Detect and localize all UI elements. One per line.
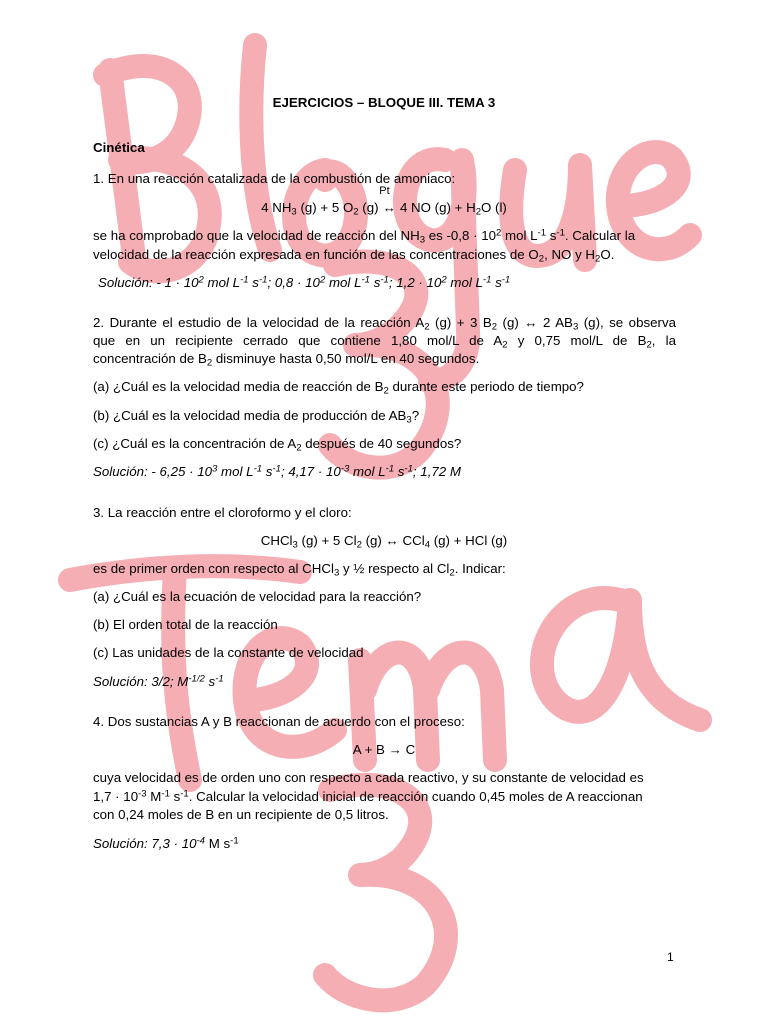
- exercise-2-question-a: (a) ¿Cuál es la velocidad media de reacción de $B_2$ durante este periodo de tiempo?: [93, 379, 584, 397]
- exercise-4-solution: Solución: $7,3 \cdot 10^{-4}$ M $s^{-1}$: [93, 835, 239, 851]
- exercise-1-text-line-1: se ha comprobado que la velocidad de reacción del $NH_3$ es $-0,8 \cdot 10^2$ mol $L^{-1}$ $s^{-1}$. Calcular la: [93, 227, 636, 246]
- exercise-3-question-a: (a) ¿Cuál es la ecuación de velocidad para la reacción?: [93, 589, 422, 604]
- page-title: EJERCICIOS – BLOQUE III. TEMA 3: [272, 95, 496, 110]
- exercise-1-equation: 4 $NH_3$ (g) + 5 $O_2$ (g) Pt ↔ 4 NO $(g) + H_2O$ (l): [261, 185, 507, 218]
- section-heading: Cinética: [93, 140, 145, 155]
- exercise-2-text-line-1: 2. Durante el estudio de la velocidad de la reacción $A_2$ (g) + 3 $B_2$ (g) ↔ 2 $AB_3$ (g), se observa: [93, 315, 676, 333]
- exercise-3-text-line-1: es de primer orden con respecto al CHCl$_3$ y ½ respecto al $Cl_2$. Indicar:: [93, 561, 506, 579]
- exercise-3-question-c: (c) Las unidades de la constante de velocidad: [93, 645, 364, 660]
- exercise-4-equation: A + B → C: [352, 742, 416, 757]
- exercise-2-text-line-3: concentración de $B_2$ disminuye hasta 0,50 mol/L en 40 segundos.: [93, 351, 480, 369]
- exercise-2-question-b: (b) ¿Cuál es la velocidad media de producción de $AB_3$?: [93, 408, 420, 426]
- exercise-1-text-line-2: velocidad de la reacción expresada en función de las concentraciones de $O_2$, NO y $H_2O$.: [93, 247, 615, 265]
- exercise-3-equation: CHCl$_3$ (g) + 5 $Cl_2$ (g) ↔ CCl$_4$ (g) + HCl (g): [260, 533, 508, 551]
- exercise-4-text-line-3: con 0,24 moles de B en un recipiente de 0,5 litros.: [93, 807, 389, 822]
- exercise-4-text-line-2: $1,7 \cdot 10^{-3}$ $M^{-1}$ $s^{-1}$. Calcular la velocidad inicial de reacción cuando 0,45 moles de A reaccionan: [93, 788, 643, 804]
- exercise-4-text-line-1: cuya velocidad es de orden uno con respecto a cada reactivo, y su constante de velocidad es: [93, 770, 644, 785]
- exercise-2-solution: Solución: - $6,25 \cdot 10^3$ mol $L^{-1}$ $s^{-1}$; $4,17 \cdot 10^{-3}$ mol $L^{-1}$ $s^{-1}$; 1,72 M: [93, 463, 461, 479]
- exercise-3-question-b: (b) El orden total de la reacción: [93, 617, 278, 632]
- exercise-3-solution: Solución: 3/2; $M^{-1/2}$ $s^{-1}$: [93, 673, 224, 689]
- exercise-2-text-line-2: que en un recipiente cerrado que contiene 1,80 mol/L de $A_2$ y 0,75 mol/L de $B_2$, la: [93, 333, 676, 351]
- exercise-2-question-c: (c) ¿Cuál es la concentración de $A_2$ después de 40 segundos?: [93, 436, 462, 454]
- catalyst-arrow: Pt ↔: [379, 185, 396, 215]
- exercise-4-intro: 4. Dos sustancias A y B reaccionan de acuerdo con el proceso:: [93, 714, 465, 729]
- page-number: 1: [667, 950, 674, 964]
- exercise-1-solution: Solución: - $1 \cdot 10^2$ mol $L^{-1}$ $s^{-1}$; $0,8 \cdot 10^2$ mol $L^{-1}$ $s^{-1}$; $1,2 \cdot 10^2$ mol $L^{-1}$ $s^{-1}$: [98, 274, 511, 290]
- exercise-3-intro: 3. La reacción entre el cloroformo y el cloro:: [93, 505, 352, 520]
- exercise-1-intro: 1. En una reacción catalizada de la combustión de amoniaco:: [93, 171, 456, 186]
